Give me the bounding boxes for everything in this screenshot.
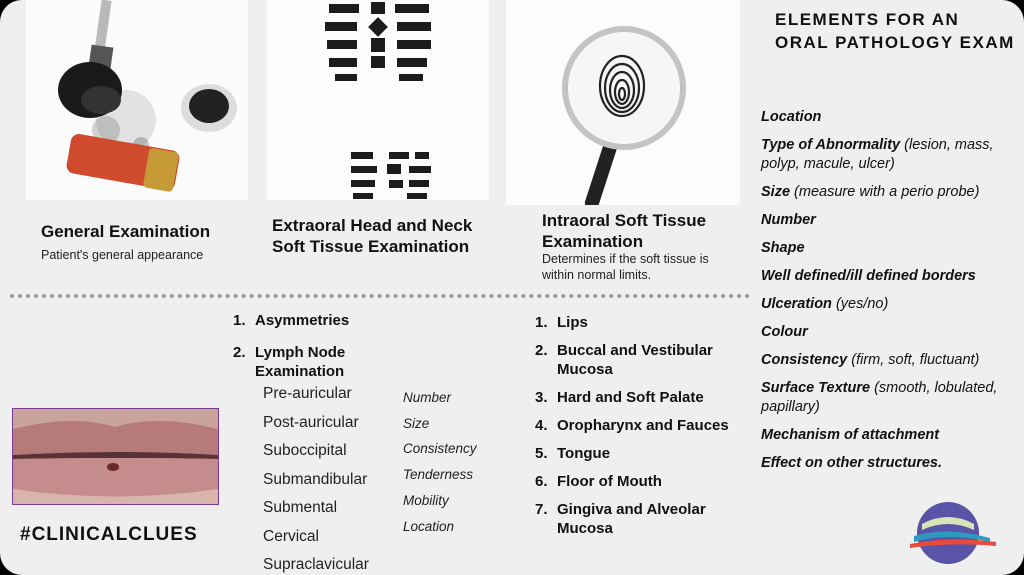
intraoral-heading: Intraoral Soft Tissue Examination: [542, 211, 707, 251]
list-item: 5. Tongue: [535, 445, 611, 462]
list-item: Mobility: [403, 492, 449, 508]
list-item: Submental: [263, 499, 338, 516]
list-item: Suboccipital: [263, 442, 347, 459]
makeup-brush-icon: [26, 0, 248, 200]
list-item: 7. Gingiva and Alveolar Mucosa: [535, 501, 706, 537]
list-item: Submandibular: [263, 470, 368, 488]
list-item: 6. Floor of Mouth: [535, 473, 662, 490]
element-item: Shape: [761, 240, 805, 256]
lips-photo: [12, 408, 219, 505]
element-item: Type of Abnormality (lesion, mass, polyp, macule, ulcer): [761, 137, 994, 172]
section-divider: [10, 294, 750, 298]
list-item: 2. Lymph Node Examination: [233, 344, 346, 380]
list-item: Cervical: [263, 527, 319, 545]
page-title: ELEMENTS FOR AN ORAL PATHOLOGY EXAM: [775, 10, 1015, 52]
intraoral-list: [535, 313, 735, 538]
list-item: 1. Lips: [535, 314, 588, 331]
list-item: Location: [403, 518, 455, 534]
element-item: Number: [761, 212, 816, 228]
list-item: Pre-auricular: [263, 385, 352, 402]
element-item: Mechanism of attachment: [761, 427, 940, 443]
magnifying-glass-fingerprint-icon: [506, 0, 740, 205]
element-item: Effect on other structures.: [761, 455, 943, 471]
lymph-node-list: [263, 380, 369, 575]
extraoral-list: [233, 311, 383, 381]
node-properties-list: [403, 385, 477, 539]
element-item: Consistency (firm, soft, fluctuant): [761, 352, 980, 368]
element-item: Location: [761, 109, 822, 125]
element-item: Ulceration (yes/no): [761, 296, 889, 312]
list-item: Post-auricular: [263, 413, 359, 431]
list-item: 4. Oropharynx and Fauces: [535, 417, 729, 434]
elements-list: [761, 108, 1011, 482]
list-item: Consistency: [403, 441, 477, 457]
hashtag: #CLINICALCLUES: [20, 524, 198, 545]
general-exam-subtitle: Patient's general appearance: [41, 248, 204, 262]
element-item: Well defined/ill defined borders: [761, 268, 976, 284]
extraoral-heading: Extraoral Head and Neck Soft Tissue Examination: [272, 216, 473, 256]
list-item: Supraclavicular: [263, 556, 369, 573]
general-exam-heading: General Examination: [41, 222, 211, 241]
list-item: Size: [403, 415, 430, 431]
element-item: Size (measure with a perio probe): [761, 184, 980, 200]
logo: [900, 500, 998, 566]
element-item: Surface Texture (smooth, lobulated, papillary): [761, 380, 998, 415]
element-item: Colour: [761, 324, 808, 340]
list-item: 2. Buccal and Vestibular Mucosa: [535, 342, 713, 378]
list-item: 3. Hard and Soft Palate: [535, 389, 704, 406]
list-item: Tenderness: [403, 467, 474, 483]
list-item: Number: [403, 390, 452, 405]
list-item: 1. Asymmetries: [233, 312, 350, 329]
shoe-print-icon: [267, 0, 489, 200]
intraoral-subtitle: Determines if the soft tissue is within normal limits.: [542, 252, 709, 282]
